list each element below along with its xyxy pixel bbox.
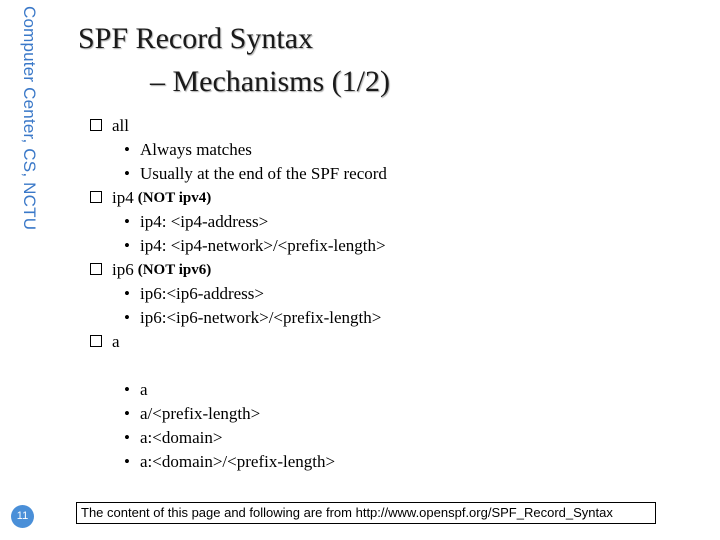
sub-item: • ip6:<ip6-address> [90,282,387,306]
bullet-icon: • [124,140,130,159]
item-note: (NOT ipv6) [137,262,212,278]
bullet-icon: • [124,164,130,183]
sub-item: • Always matches [90,138,387,162]
checkbox-bullet-icon [90,335,102,347]
list-item-a [90,330,387,354]
source-footer: The content of this page and following are from http://www.openspf.org/SPF_Record_Syntax [76,502,656,524]
sub-item: • Usually at the end of the SPF record [90,162,387,186]
bullet-icon: • [124,404,130,423]
bullet-icon: • [124,308,130,327]
checkbox-bullet-icon [90,191,102,203]
checkbox-bullet-icon [90,263,102,275]
item-label: ip4 [112,188,134,207]
slide-subtitle: – Mechanisms (1/2) [150,65,390,98]
bullet-icon: • [124,428,130,447]
sub-item-empty [90,354,387,378]
bullet-icon: • [124,452,130,471]
item-note: (NOT ipv4) [137,190,212,206]
bullet-list [90,114,387,474]
list-item-ip6 [90,258,387,282]
bullet-icon: • [124,380,130,399]
slide-title: SPF Record Syntax [78,22,314,55]
sub-item: • a/<prefix-length> [90,402,387,426]
list-item-all [90,114,387,138]
item-label: all [112,116,129,135]
sub-item: • ip4: <ip4-network>/<prefix-length> [90,234,387,258]
sub-item: • ip6:<ip6-network>/<prefix-length> [90,306,387,330]
page-number: 11 [11,505,34,528]
bullet-icon: • [124,284,130,303]
sub-item: • a:<domain>/<prefix-length> [90,450,387,474]
checkbox-bullet-icon [90,119,102,131]
sub-item: • a:<domain> [90,426,387,450]
sub-item: • a [90,378,387,402]
sidebar-label: Computer Center, CS, NCTU [20,6,39,231]
item-label: ip6 [112,260,134,279]
bullet-icon: • [124,236,130,255]
list-item-ip4 [90,186,387,210]
bullet-icon: • [124,212,130,231]
sub-item: • ip4: <ip4-address> [90,210,387,234]
item-label: a [112,332,120,351]
